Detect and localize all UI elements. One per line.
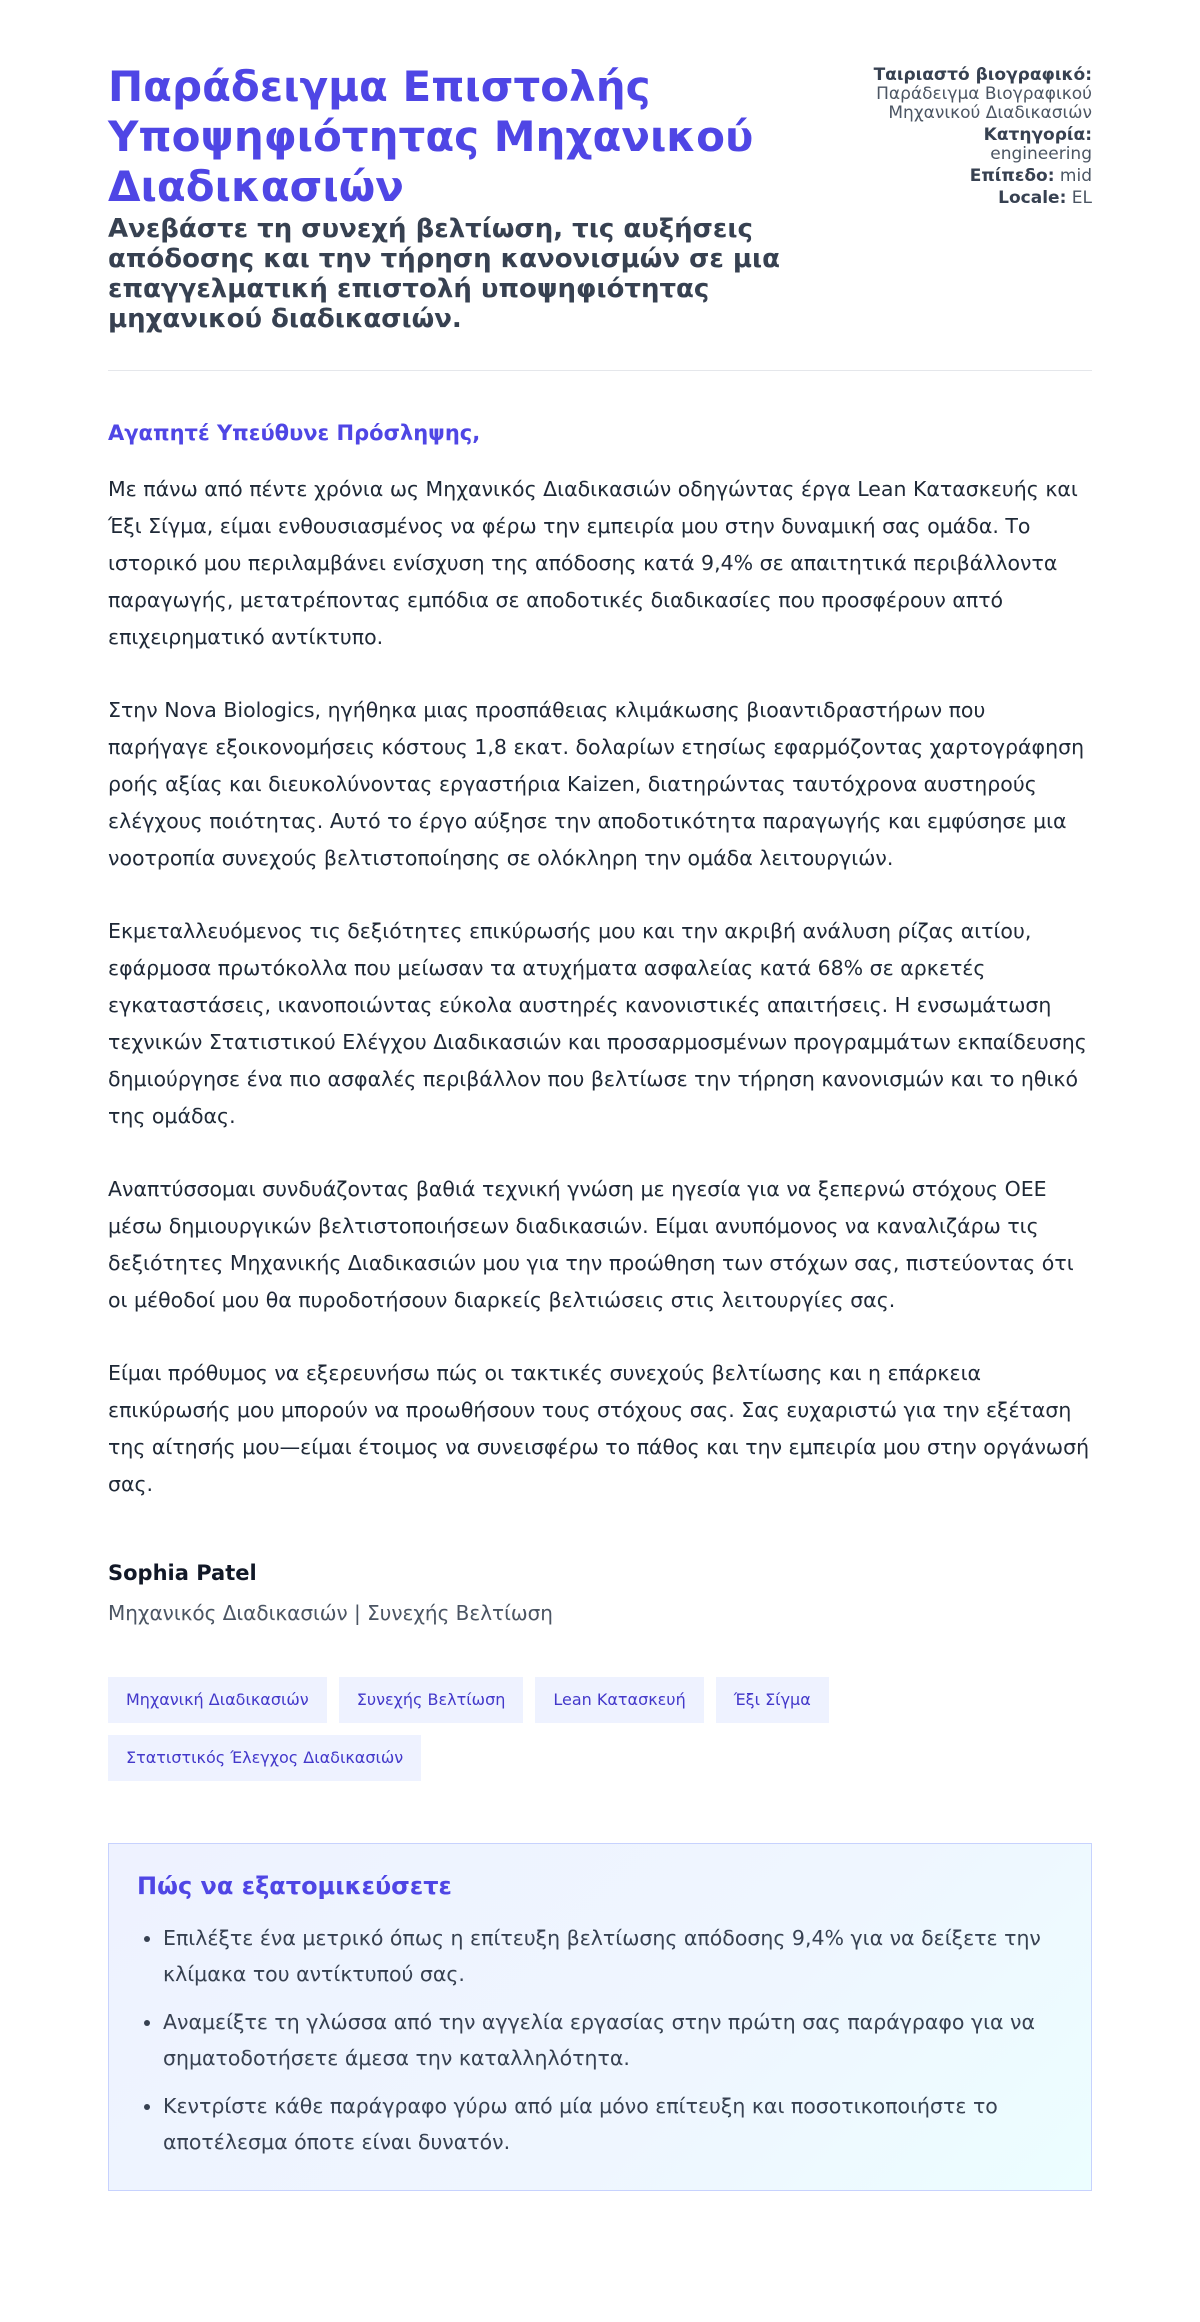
page-header — [108, 62, 1092, 371]
letter-salutation: Αγαπητέ Υπεύθυνε Πρόσληψης, — [108, 421, 481, 445]
letter-paragraph: Στην Nova Biologics, ηγήθηκα μιας προσπάθειας κλιμάκωσης βιοαντιδραστήρων που παρήγαγε εξοικονομήσεις κόστους 1,8 εκατ. δολαρίων ετησίως εφαρμόζοντας χαρτογράφηση ροής αξίας και διευκολύνοντας εργαστήρια Kaizen, διατηρώντας ταυτόχρονα αυστηρούς ελέγχους ποιότητας. Αυτό το έργο αύξησε την αποδοτικότητα παραγωγής και εμφύσησε μια νοοτροπία συνεχούς βελτιστοποίησης σε ολόκληρη την ομάδα λειτουργιών. — [108, 698, 1085, 870]
letter-paragraph: Είμαι πρόθυμος να εξερευνήσω πώς οι τακτικές συνεχούς βελτίωσης και η επάρκεια επικύρωσής μου μπορούν να προωθήσουν τους στόχους σας. Σας ευχαριστώ για την εξέταση της αίτησής μου—είμαι έτοιμος να συνεισφέρω το πάθος και την εμπειρία μου στην οργάνωσή σας. — [108, 1361, 1090, 1496]
meta-resume — [862, 66, 1092, 123]
meta-resume-value: Παράδειγμα Βιογραφικού Μηχανικού Διαδικασιών — [876, 84, 1092, 123]
skill-tag: Στατιστικός Έλεγχος Διαδικασιών — [108, 1735, 421, 1781]
header-title-block — [108, 62, 788, 334]
meta-level-value: mid — [1059, 166, 1092, 186]
skill-tag: Έξι Σίγμα — [716, 1677, 829, 1723]
letter-paragraph: Αναπτύσσομαι συνδυάζοντας βαθιά τεχνική γνώση με ηγεσία για να ξεπερνώ στόχους OEE μέσω δημιουργικών βελτιστοποιήσεων διαδικασιών. Είμαι ανυπόμονος να καναλιζάρω τις δεξιότητες Μηχανικής Διαδικασιών μου για την προώθηση των στόχων σας, πιστεύοντας ότι οι μέθοδοί μου θα πυροδοτήσουν διαρκείς βελτιώσεις στις λειτουργίες σας. — [108, 1177, 1074, 1312]
meta-locale — [862, 189, 1092, 208]
tip-item: • Κεντρίστε κάθε παράγραφο γύρω από μία μόνο επίτευξη και ποσοτικοποιήστε το αποτέλεσμα όποτε είναι δυνατόν. — [163, 2088, 1063, 2160]
tips-title: Πώς να εξατομικεύσετε — [137, 1872, 452, 1900]
tips-list — [137, 1920, 1063, 2160]
meta-panel — [862, 66, 1092, 211]
signature-block — [108, 1559, 1092, 1627]
meta-locale-label: Locale: — [998, 188, 1067, 208]
meta-level-label: Επίπεδο: — [969, 166, 1055, 186]
signature-title: Μηχανικός Διαδικασιών | Συνεχής Βελτίωση — [108, 1601, 553, 1625]
signature-name: Sophia Patel — [108, 1561, 257, 1585]
letter-body — [108, 471, 1092, 1503]
page-subtitle: Ανεβάστε τη συνεχή βελτίωση, τις αυξήσεις απόδοσης και την τήρηση κανονισμών σε μια επαγγελματική επιστολή υποψηφιότητας μηχανικού διαδικασιών. — [108, 214, 781, 334]
tip-item: • Αναμείξτε τη γλώσσα από την αγγελία εργασίας στην πρώτη σας παράγραφο για να σηματοδοτήσετε άμεσα την καταλληλότητα. — [163, 2004, 1063, 2076]
skill-tag: Συνεχής Βελτίωση — [339, 1677, 524, 1723]
meta-locale-value: EL — [1071, 188, 1092, 208]
skill-tag: Lean Κατασκευή — [535, 1677, 703, 1723]
page-title: Παράδειγμα Επιστολής Υποψηφιότητας Μηχανικού Διαδικασιών — [108, 62, 754, 211]
letter-paragraph: Εκμεταλλευόμενος τις δεξιότητες επικύρωσής μου και την ακριβή ανάλυση ρίζας αιτίου, εφάρμοσα πρωτόκολλα που μείωσαν τα ατυχήματα ασφαλείας κατά 68% σε αρκετές εγκαταστάσεις, ικανοποιώντας εύκολα αυστηρές κανονιστικές απαιτήσεις. Η ενσωμάτωση τεχνικών Στατιστικού Ελέγχου Διαδικασιών και προσαρμοσμένων προγραμμάτων εκπαίδευσης δημιούργησε ένα πιο ασφαλές περιβάλλον που βελτίωσε την τήρηση κανονισμών και το ηθικό της ομάδας. — [108, 919, 1087, 1128]
meta-level — [862, 167, 1092, 186]
meta-category-label: Κατηγορία: — [983, 125, 1092, 145]
skill-tags — [108, 1677, 968, 1781]
tip-item: • Επιλέξτε ένα μετρικό όπως η επίτευξη βελτίωσης απόδοσης 9,4% για να δείξετε την κλίμακα του αντίκτυπού σας. — [163, 1920, 1063, 1992]
customization-tips-box — [108, 1843, 1092, 2191]
meta-category — [862, 126, 1092, 164]
letter-paragraph: Με πάνω από πέντε χρόνια ως Μηχανικός Διαδικασιών οδηγώντας έργα Lean Κατασκευής και Έξι Σίγμα, είμαι ενθουσιασμένος να φέρω την εμπειρία μου στην δυναμική σας ομάδα. Το ιστορικό μου περιλαμβάνει ενίσχυση της απόδοσης κατά 9,4% σε απαιτητικά περιβάλλοντα παραγωγής, μετατρέποντας εμπόδια σε αποδοτικές διαδικασίες που προσφέρουν απτό επιχειρηματικό αντίκτυπο. — [108, 477, 1078, 649]
skill-tag: Μηχανική Διαδικασιών — [108, 1677, 327, 1723]
meta-category-value: engineering — [990, 144, 1092, 164]
meta-resume-label: Ταιριαστό βιογραφικό: — [873, 65, 1092, 85]
